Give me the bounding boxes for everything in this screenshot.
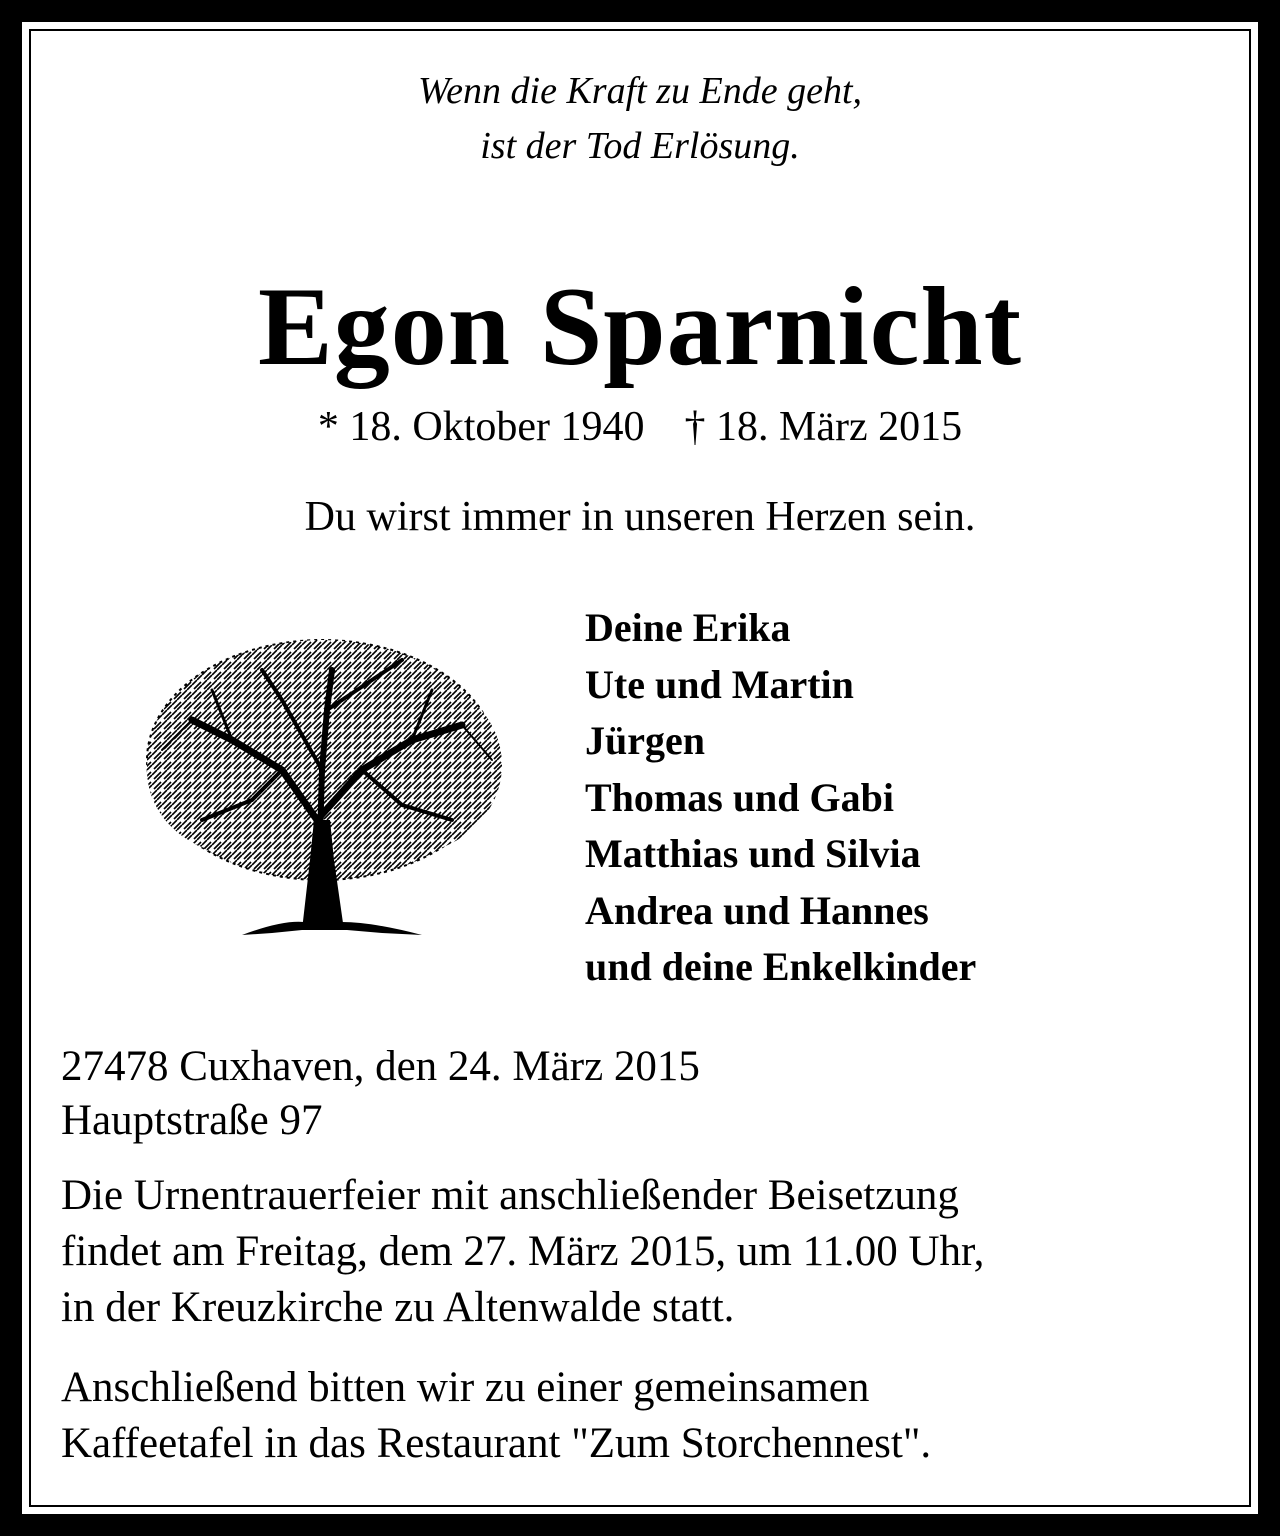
address-line-1: 27478 Cuxhaven, den 24. März 2015 <box>61 1043 700 1090</box>
mourner-item: Deine Erika <box>585 605 791 650</box>
address-line-2: Hauptstraße 97 <box>61 1097 323 1144</box>
mourner-item: und deine Enkelkinder <box>585 944 977 989</box>
ceremony-line: findet am Freitag, dem 27. März 2015, um 11.00 Uhr, <box>61 1228 985 1275</box>
mourner-item: Jürgen <box>585 718 705 763</box>
death-date: † 18. März 2015 <box>684 404 963 450</box>
ceremony-info <box>61 1168 984 1336</box>
motto-line-2: ist der Tod Erlösung. <box>480 125 800 167</box>
deceased-name: Egon Sparnicht <box>258 265 1022 389</box>
mourners-list <box>585 600 976 996</box>
birth-date: * 18. Oktober 1940 <box>317 404 645 450</box>
tree-icon <box>132 630 512 950</box>
motto <box>0 64 1280 174</box>
address-block <box>61 1040 700 1148</box>
mourner-item: Thomas und Gabi <box>585 774 895 820</box>
life-dates <box>0 400 1280 454</box>
ceremony-line: in der Kreuzkirche zu Altenwalde statt. <box>61 1284 735 1331</box>
ceremony-line: Die Urnentrauerfeier mit anschließender Beisetzung <box>61 1172 959 1219</box>
tree-roots <box>242 922 422 935</box>
motto-line-1: Wenn die Kraft zu Ende geht, <box>418 70 862 112</box>
farewell-text: Du wirst immer in unseren Herzen sein. <box>304 494 976 540</box>
mourner-item: Matthias und Silvia <box>585 831 921 876</box>
invitation-line: Anschließend bitten wir zu einer gemeinsamen <box>61 1364 870 1411</box>
invitation-line: Kaffeetafel in das Restaurant "Zum Storchennest". <box>61 1420 932 1467</box>
mourner-item: Ute und Martin <box>585 661 854 707</box>
invitation-info <box>61 1360 931 1472</box>
mourner-item: Andrea und Hannes <box>585 887 929 933</box>
